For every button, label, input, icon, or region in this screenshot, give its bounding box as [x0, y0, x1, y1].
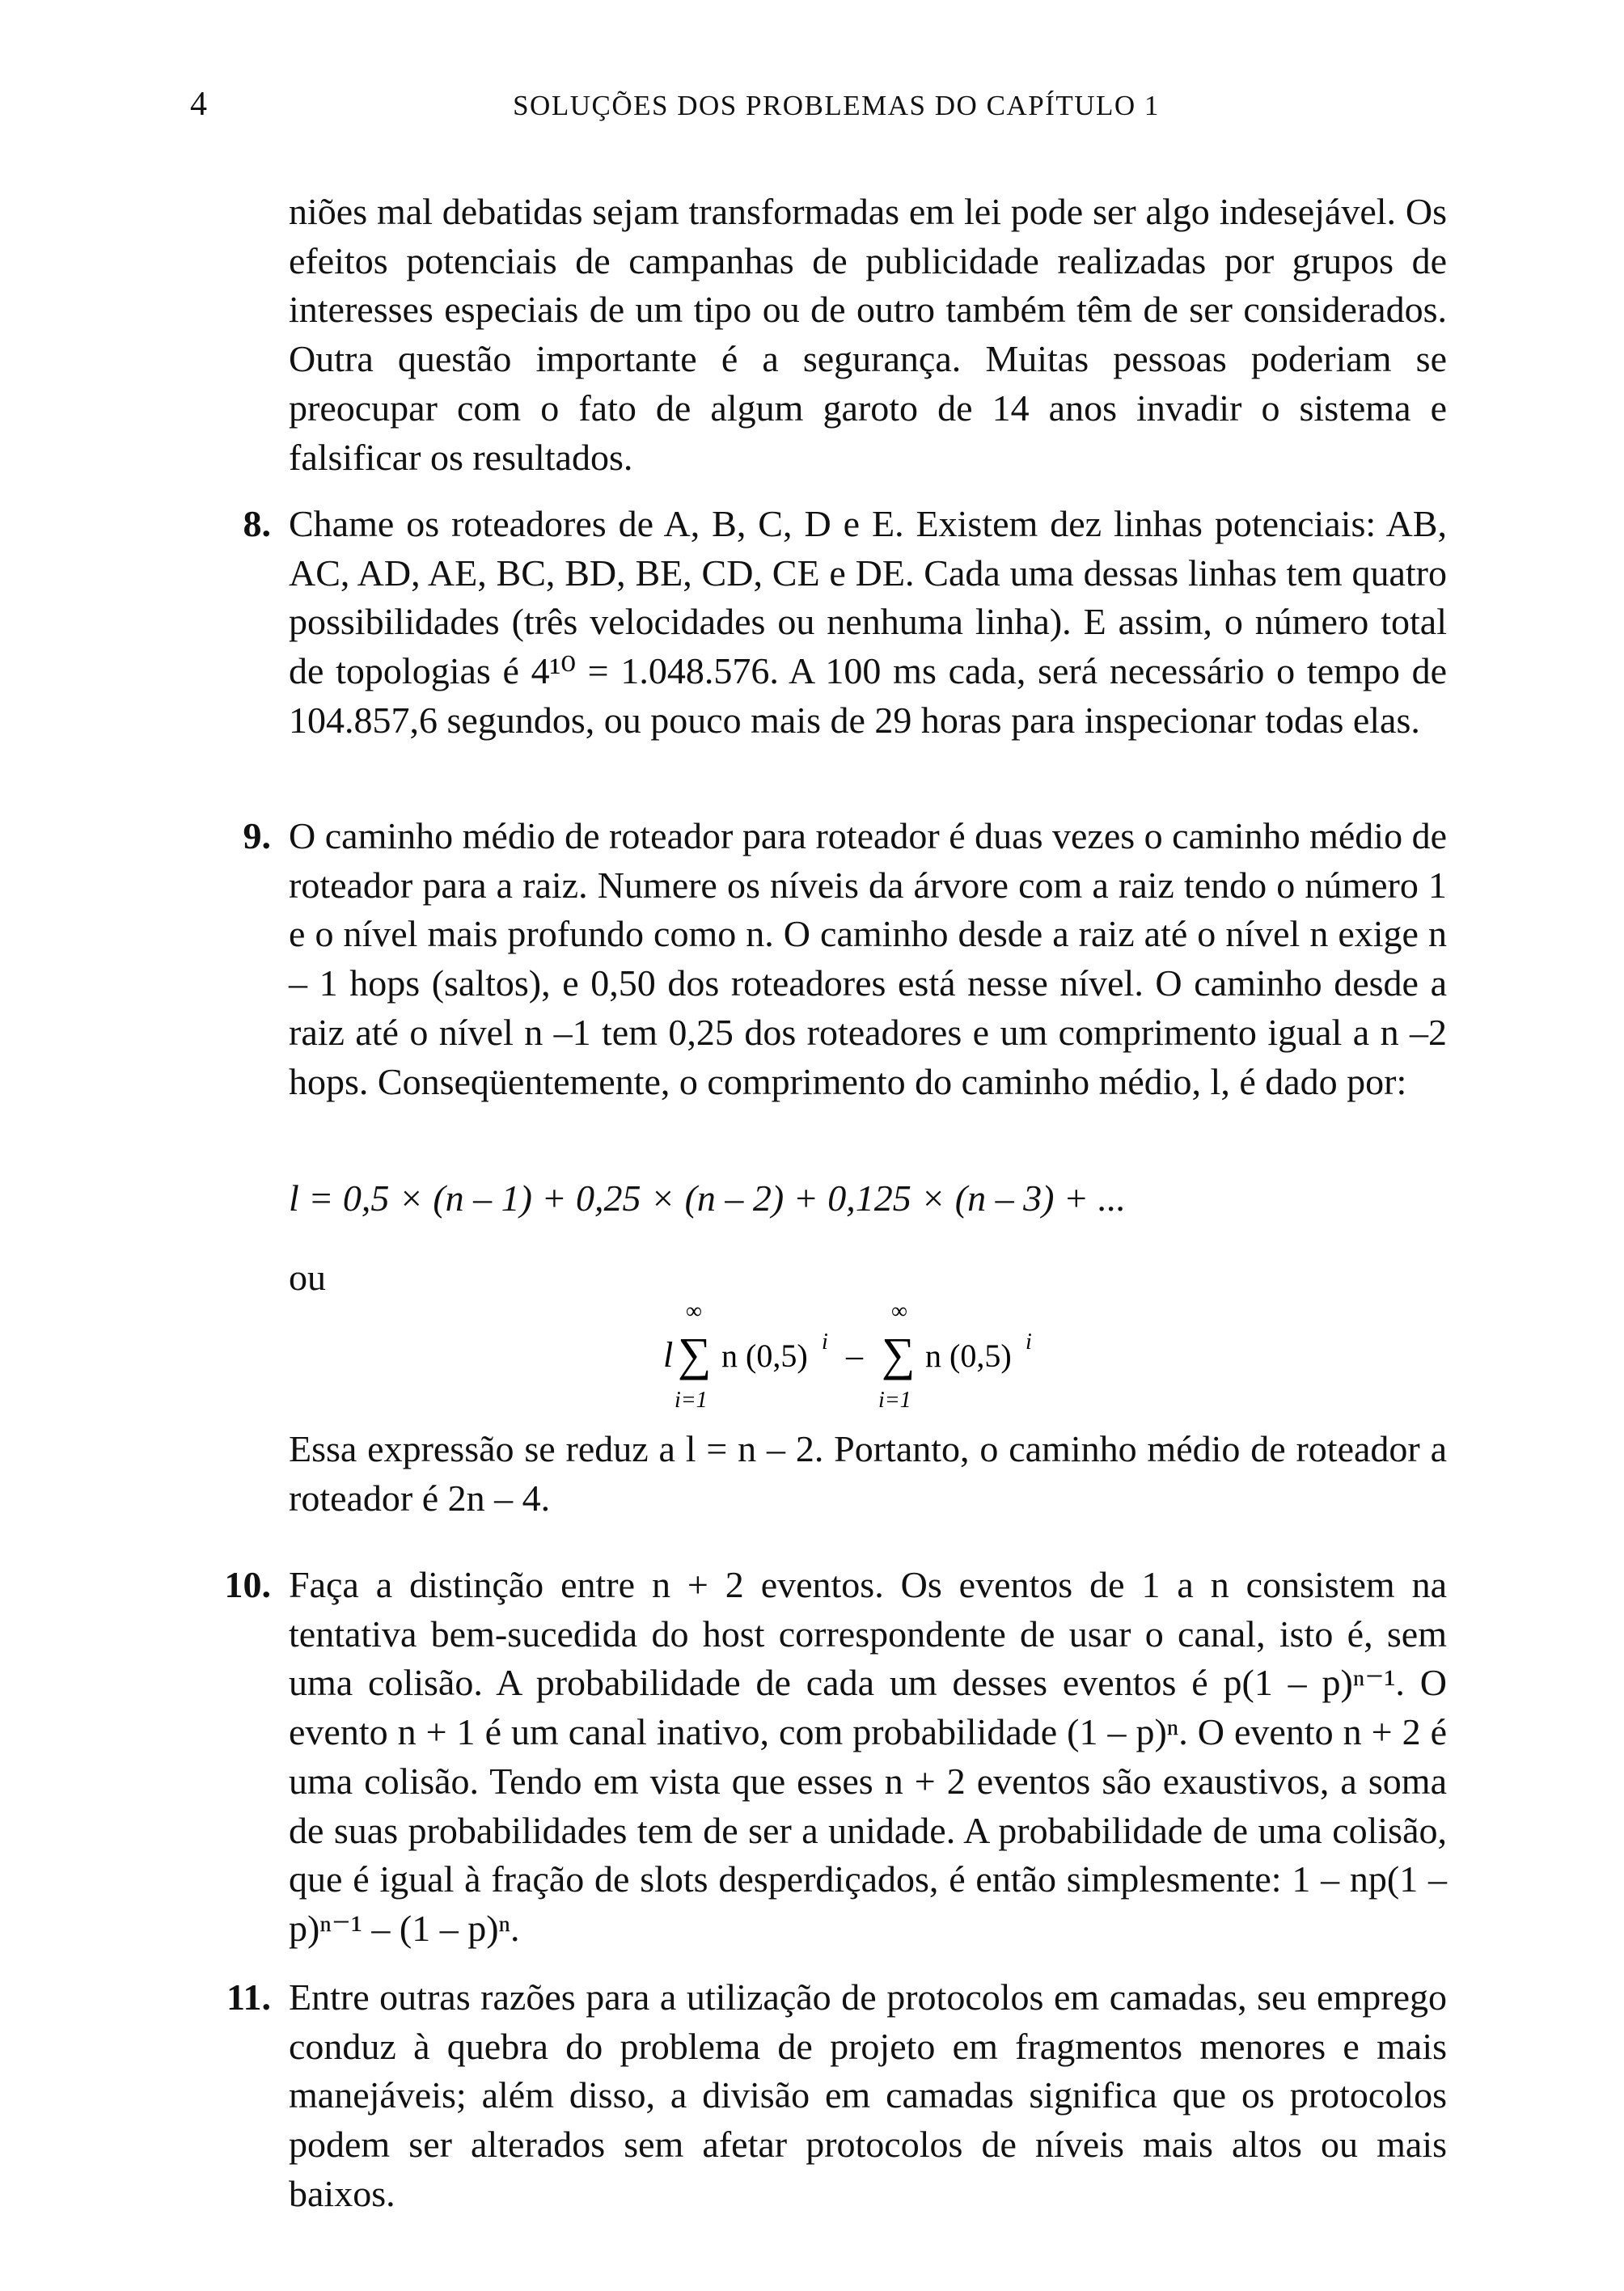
exponent-1: i — [822, 1329, 828, 1355]
sum-formula — [663, 1302, 1084, 1415]
intro-paragraph: niões mal debatidas sejam transformadas em lei pode ser algo indesejável. Os efeitos potenciais de campanhas de publicidade realizadas por grupos de interesses especiais de um tipo ou de outro também têm de ser considerados. Outra questão importante é a segurança. Muitas pessoas poderiam se preocupar com o fato de algum garoto de 14 anos invadir o sistema e falsificar os resultados. — [289, 191, 1447, 478]
lower-limit-2: i=1 — [878, 1388, 911, 1413]
sigma-2: ∑ — [882, 1328, 916, 1380]
conclusion-paragraph: Essa expressão se reduz a l = n – 2. Portanto, o caminho médio de roteador a roteador é 2n – 4. — [289, 1428, 1447, 1519]
item-number: 9. — [243, 815, 271, 856]
item-number: 8. — [243, 503, 271, 544]
exponent-2: i — [1026, 1329, 1032, 1355]
item-number: 11. — [226, 1976, 271, 2018]
upper-limit-1: ∞ — [686, 1302, 702, 1324]
item-text: Chame os roteadores de A, B, C, D e E. Existem dez linhas potenciais: AB, AC, AD, AE, BC, BD, BE, CD, CE e DE. Cada uma dessas linhas tem quatro possibilidades (três velocidades ou nenhuma linha). E assim, o número total de topologias é 4¹⁰ = 1.048.576. A 100 ms cada, será necessário o tempo de 104.857,6 segundos, ou pouco mais de 29 horas para inspecionar todas elas. — [289, 503, 1447, 741]
sum-formula-svg — [663, 1302, 1084, 1415]
term-2: n (0,5) — [925, 1338, 1012, 1374]
term-1: n (0,5) — [721, 1338, 808, 1374]
connector-text: ou — [289, 1257, 326, 1298]
item-text: Faça a distinção entre n + 2 eventos. Os eventos de 1 a n consistem na tentativa bem-sucedida do host correspondente de usar o canal, isto é, sem uma colisão. A probabilidade de cada um desses eventos é p(1 – p)ⁿ⁻¹. O evento n + 1 é um canal inativo, com probabilidade (1 – p)ⁿ. O evento n + 2 é uma colisão. Tendo em vista que esses n + 2 eventos são exaustivos, a soma de suas probabilidades tem de ser a unidade. A probabilidade de uma colisão, que é igual à fração de slots desperdiçados, é então simplesmente: 1 – np(1 – p)ⁿ⁻¹ – (1 – p)ⁿ. — [289, 1564, 1447, 1949]
page-number: 4 — [190, 86, 207, 123]
formula-lhs: l — [663, 1335, 674, 1375]
running-head: SOLUÇÕES DOS PROBLEMAS DO CAPÍTULO 1 — [513, 90, 1160, 121]
item-number: 10. — [224, 1564, 271, 1605]
upper-limit-2: ∞ — [891, 1302, 907, 1324]
sigma-1: ∑ — [678, 1328, 712, 1380]
lower-limit-1: i=1 — [675, 1388, 708, 1413]
item-text: O caminho médio de roteador para roteador é duas vezes o caminho médio de roteador para a raiz. Numere os níveis da árvore com a raiz tendo o número 1 e o nível mais profundo como n. O caminho desde a raiz até o nível n exige n – 1 hops (saltos), e 0,50 dos roteadores está nesse nível. O caminho desde a raiz até o nível n –1 tem 0,25 dos roteadores e um comprimento igual a n –2 hops. Conseqüentemente, o comprimento do caminho médio, l, é dado por: — [289, 815, 1447, 1102]
minus-sign: – — [846, 1338, 863, 1375]
equation: l = 0,5 × (n – 1) + 0,25 × (n – 2) + 0,125 × (n – 3) + ... — [289, 1177, 1126, 1219]
item-text: Entre outras razões para a utilização de protocolos em camadas, seu emprego conduz à quebra do problema de projeto em fragmentos menores e mais manejáveis; além disso, a divisão em camadas significa que os protocolos podem ser alterados sem afetar protocolos de níveis mais altos ou mais baixos. — [289, 1976, 1447, 2214]
